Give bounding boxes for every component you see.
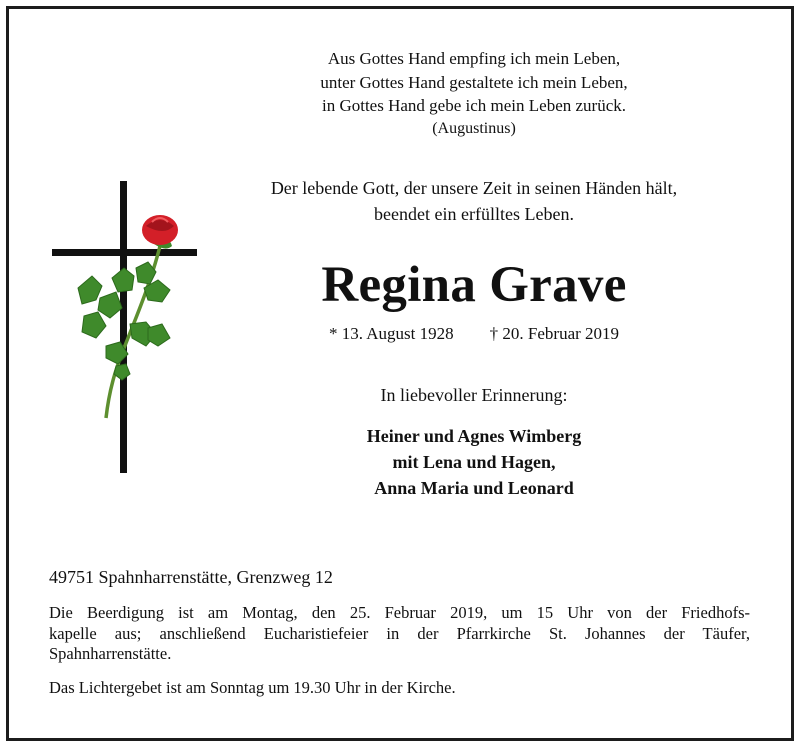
birth-date: * 13. August 1928 bbox=[328, 324, 454, 343]
mourner-line: Heiner und Agnes Wimberg bbox=[366, 426, 582, 446]
intro-line: Der lebende Gott, der unsere Zeit in seinen Händen hält, bbox=[270, 178, 678, 198]
memory-heading: In liebevoller Erinnerung: bbox=[380, 385, 568, 405]
funeral-line: Die Beerdigung ist am Montag, den 25. Februar 2019, um 15 Uhr von der Friedhofs- bbox=[49, 603, 750, 622]
death-date: † 20. Februar 2019 bbox=[489, 324, 620, 343]
funeral-notice bbox=[49, 603, 750, 665]
life-dates bbox=[74, 324, 800, 344]
quote-source: (Augustinus) bbox=[432, 120, 516, 137]
mourners-list bbox=[74, 423, 800, 501]
mourner-line: mit Lena und Hagen, bbox=[392, 452, 556, 472]
deceased-name: Regina Grave bbox=[321, 257, 627, 313]
funeral-line: kapelle aus; anschließend Eucharistiefeier in der Pfarrkirche St. Johannes der Täufer, bbox=[49, 623, 750, 643]
mourner-line: Anna Maria und Leonard bbox=[374, 478, 574, 498]
motto-quote bbox=[74, 47, 800, 118]
family-address: 49751 Spahnharrenstätte, Grenzweg 12 bbox=[49, 567, 333, 587]
prayer-notice: Das Lichtergebet ist am Sonntag um 19.30 Uhr in der Kirche. bbox=[49, 678, 456, 697]
motto-line: in Gottes Hand gebe ich mein Leben zurück. bbox=[321, 96, 626, 115]
motto-line: unter Gottes Hand gestaltete ich mein Leben, bbox=[320, 72, 628, 92]
intro-line: beendet ein erfülltes Leben. bbox=[374, 204, 574, 224]
motto-line: Aus Gottes Hand empfing ich mein Leben, bbox=[327, 49, 621, 68]
funeral-line: Spahnharrenstätte. bbox=[49, 644, 172, 663]
intro-text bbox=[74, 175, 800, 227]
